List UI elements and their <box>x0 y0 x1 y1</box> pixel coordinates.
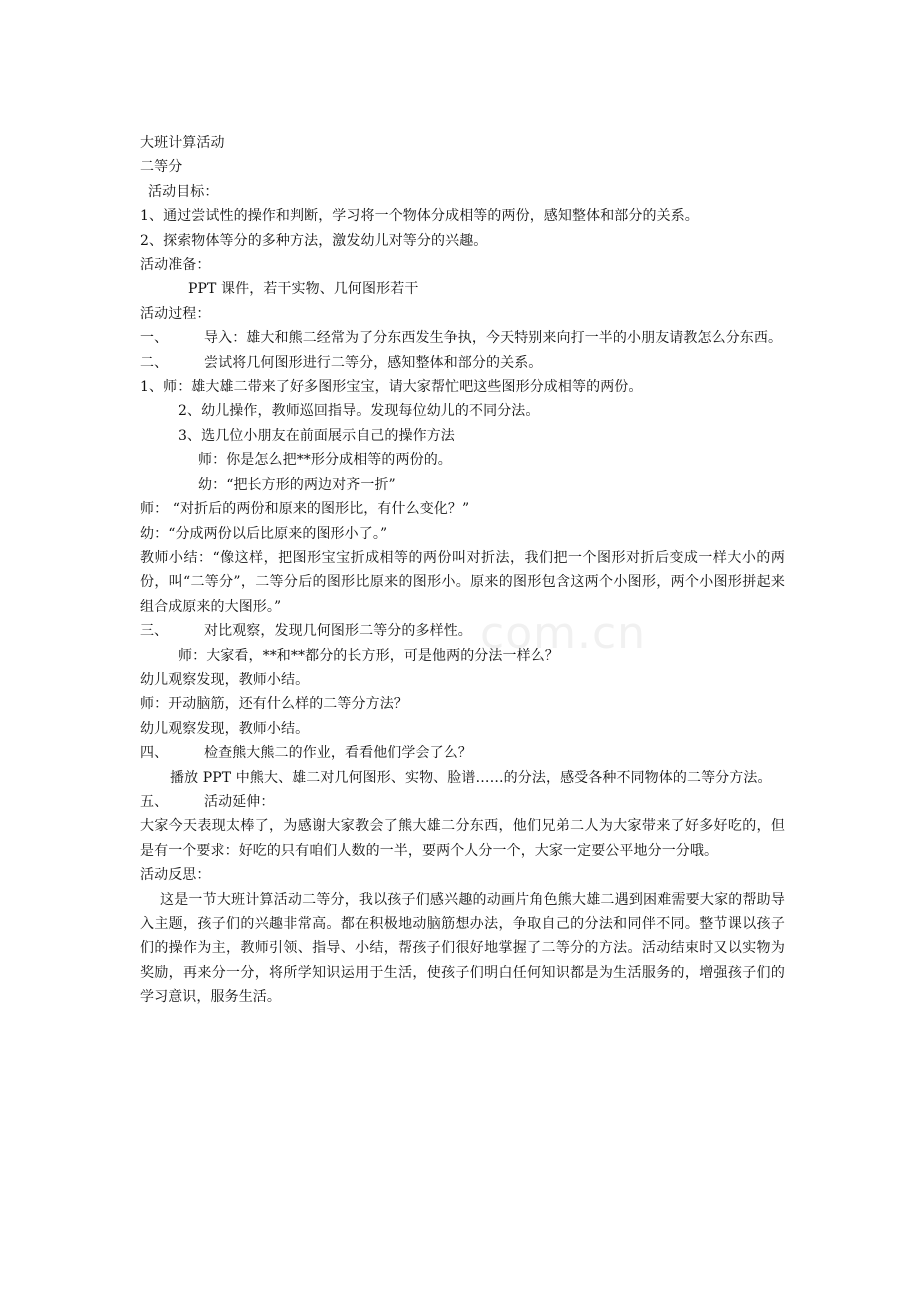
teacher-summary: 教师小结：“像这样，把图形宝宝折成相等的两份叫对折法，我们把一个图形对折后变成一样大小的两份，叫“二等分”，二等分后的图形比原来的图形小。原来的图形包含这两个小图形，两个小图形拼起来组合成原来的大图形。” <box>140 549 785 615</box>
section-text: 尝试将几何图形进行二等分，感知整体和部分的关系。 <box>204 354 543 371</box>
section-2 <box>140 351 785 375</box>
section-number: 三、 <box>140 623 169 640</box>
section-5 <box>140 790 785 814</box>
section-number: 四、 <box>140 745 169 762</box>
dialog-line: 师：大家看，**和**都分的长方形，可是他两的分法一样么？ <box>178 647 559 664</box>
watermark: com.cn <box>480 608 647 659</box>
goal-item: 1、通过尝试性的操作和判断，学习将一个物体分成相等的两份，感知整体和部分的关系。 <box>140 208 699 225</box>
dialog-line: 幼儿观察发现，教师小结。 <box>140 671 310 688</box>
section-text: 检查熊大熊二的作业，看看他们学会了么？ <box>204 745 472 762</box>
dialog-line: 幼儿观察发现，教师小结。 <box>140 720 310 737</box>
section-5-text: 大家今天表现太棒了，为感谢大家教会了熊大雄二分东西，他们兄弟二人为大家带来了好多好吃的，但是有一个要求：好吃的只有咱们人数的一半，要两个人分一个，大家一定要公平地分一分哦。 <box>140 818 785 859</box>
step-item: 2、幼儿操作，教师巡回指导。发现每位幼儿的不同分法。 <box>178 403 540 420</box>
section-number: 一、 <box>140 330 169 347</box>
dialog-line: 幼：“把长方形的两边对齐一折” <box>198 476 396 493</box>
reflect-text: 这是一节大班计算活动二等分，我以孩子们感兴趣的动画片角色熊大雄二遇到困难需要大家的帮助导入主题，孩子们的兴趣非常高。都在积极地动脑筋想办法，争取自己的分法和同伴不同。整节课以孩子们的操作为主，教师引领、指导、小结，帮孩子们很好地掌握了二等分的方法。活动结束时又以实物为奖励，再来分一分，将所学知识运用于生活，使孩子们明白任何知识都是为生活服务的，增强孩子们的学习意识，服务生活。 <box>140 891 785 1006</box>
section-4-text: 播放 PPT 中熊大、雄二对几何图形、实物、脸谱……的分法，感受各种不同物体的二等分方法。 <box>170 769 772 786</box>
dialog-line: 幼：“分成两份以后比原来的图形小了。” <box>140 525 388 542</box>
dialog-line: 师： “对折后的两份和原来的图形比，有什么变化？” <box>140 501 470 518</box>
section-text: 活动延伸： <box>204 793 275 810</box>
step-item: 1、师：雄大雄二带来了好多图形宝宝，请大家帮忙吧这些图形分成相等的两份。 <box>140 379 643 396</box>
dialog-line: 师：开动脑筋，还有什么样的二等分方法？ <box>140 696 408 713</box>
step-item: 3、选几位小朋友在前面展示自己的操作方法 <box>178 427 455 444</box>
doc-subtitle: 二等分 <box>140 159 183 176</box>
prep-heading: 活动准备： <box>140 257 211 274</box>
section-4 <box>140 741 785 765</box>
section-text: 导入：雄大和熊二经常为了分东西发生争执，今天特别来向打一半的小朋友请教怎么分东西。 <box>204 330 783 347</box>
goal-heading: 活动目标： <box>148 183 219 200</box>
doc-title: 大班计算活动 <box>140 135 225 151</box>
section-number: 二、 <box>140 354 169 371</box>
section-3 <box>140 619 785 643</box>
section-text: 对比观察，发现几何图形二等分的多样性。 <box>204 623 472 640</box>
section-1 <box>140 326 785 350</box>
dialog-line: 师：你是怎么把**形分成相等的两份的。 <box>198 452 452 469</box>
section-number: 五、 <box>140 793 169 810</box>
process-heading: 活动过程： <box>140 305 211 322</box>
reflect-heading: 活动反思： <box>140 867 211 884</box>
prep-text: PPT 课件，若干实物、几何图形若干 <box>188 281 419 298</box>
document-body <box>140 131 785 1010</box>
goal-item: 2、探索物体等分的多种方法，激发幼儿对等分的兴趣。 <box>140 232 488 249</box>
